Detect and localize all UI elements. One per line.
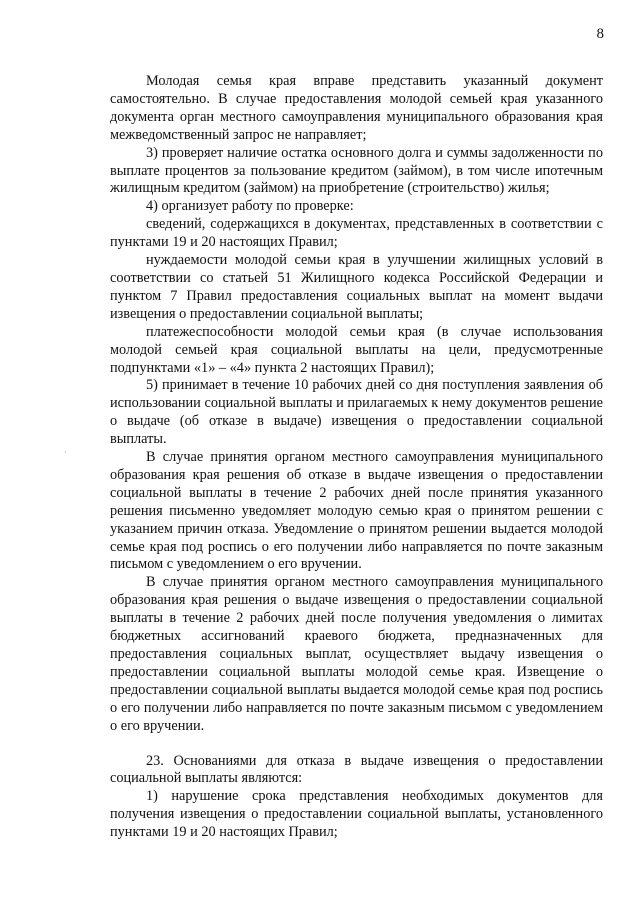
paragraph-solvency: платежеспособности молодой семьи края (в случае использования молодой семьей края социальной выплаты на цели, предусмотренные подпунктами «1» – «4» пункта 2 настоящих Правил); bbox=[110, 323, 603, 376]
paragraph-document-submission: Молодая семья края вправе представить указанный документ самостоятельно. В случае предоставления молодой семьей края указанного документа орган местного самоуправления муниципального образования края межведомственный запрос не направляет; bbox=[110, 73, 603, 143]
paragraph-refusal-case: В случае принятия органом местного самоуправления муниципального образования края решения об отказе в выдаче извещения о предоставлении социальной выплаты в течение 2 рабочих дней после принятия указанного решения письменно уведомляет молодую семью края о принятом решении с указанием причин отказа. Уведомление о принятом решении выдается молодой семье края под роспись о его получении либо направляется по почте заказным письмом с уведомлением о его вручении. bbox=[110, 449, 603, 573]
scan-dot: · bbox=[64, 448, 67, 457]
paragraph-item-4-verification: 4) организует работу по проверке: bbox=[146, 198, 354, 215]
paragraph-clause-23-item-1: 1) нарушение срока представления необходимых документов для получения извещения о предоставлении социальной выплаты, установленного пунктами 19 и 20 настоящих Правил; bbox=[110, 788, 603, 841]
paragraph-housing-need: нуждаемости молодой семьи края в улучшении жилищных условий в соответствии со статьей 51 Жилищного кодекса Российской Федерации и пунктом 7 Правил предоставления социальных выплат на момент выдачи извещения о предоставлении социальной выплаты; bbox=[110, 252, 603, 322]
paragraph-issuance-case: В случае принятия органом местного самоуправления муниципального образования края решения о выдаче извещения о предоставлении социальной выплаты в течение 2 рабочих дней после получения уведомления о лимитах бюджетных ассигнований краевого бюджета, предназначенных для предоставления социальных выплат, осуществляет выдачу извещения о предоставлении социальной выплаты молодой семье края. Извещение о предоставлении социальной выплаты выдается молодой семье края под роспись о его получении либо направляется по почте заказным письмом с уведомлением о его вручении. bbox=[110, 574, 603, 734]
paragraph-item-3-debt-check: 3) проверяет наличие остатка основного долга и суммы задолженности по выплате процентов за пользование кредитом (займом), в том числе ипотечным жилищным кредитом (займом) на приобретение (строительство) жилья; bbox=[110, 144, 603, 197]
paragraph-documents-info: сведений, содержащихся в документах, представленных в соответствии с пунктами 19 и 20 настоящих Правил; bbox=[110, 216, 603, 251]
paragraph-item-5-decision: 5) принимает в течение 10 рабочих дней со дня поступления заявления об использовании социальной выплаты и прилагаемых к нему документов решение о выдаче (об отказе в выдаче) извещения о предоставлении социальной выплаты. bbox=[110, 377, 603, 448]
page-number: 8 bbox=[596, 26, 604, 42]
paragraph-clause-23: 23. Основаниями для отказа в выдаче извещения о предоставлении социальной выплаты являются: bbox=[110, 752, 603, 787]
document-body bbox=[110, 73, 603, 842]
